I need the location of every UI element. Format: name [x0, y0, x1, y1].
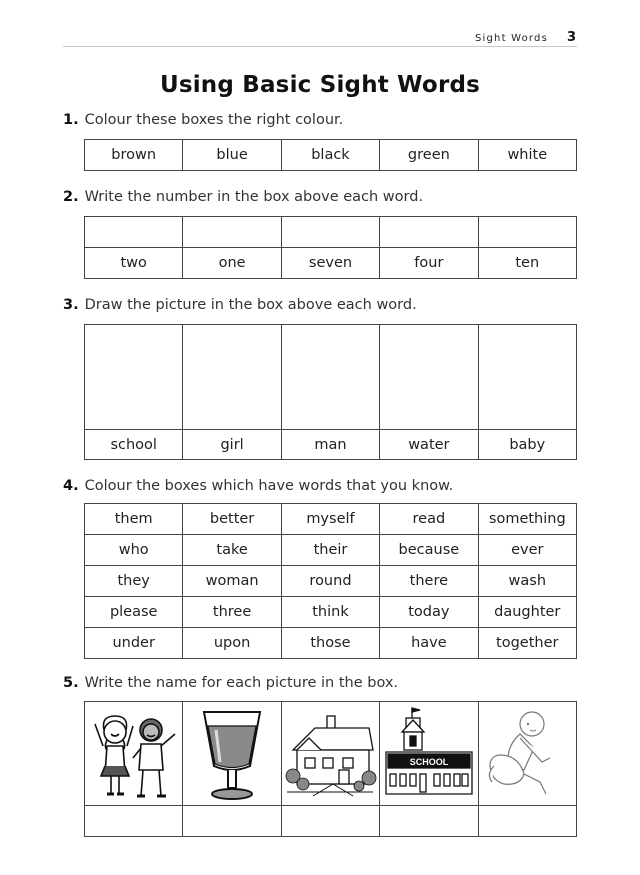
picture-name-table — [84, 701, 577, 837]
name-answer-box[interactable] — [183, 806, 281, 837]
house-illustration — [283, 704, 377, 804]
sight-word-table — [84, 503, 577, 659]
picture-cell-glass — [183, 702, 281, 806]
drawing-box[interactable] — [85, 325, 183, 430]
word-box[interactable]: they — [85, 566, 183, 597]
word-cell: man — [281, 430, 379, 460]
word-box[interactable]: their — [281, 535, 379, 566]
question-4 — [63, 478, 453, 494]
word-box[interactable]: white — [478, 140, 576, 171]
word-box[interactable]: blue — [183, 140, 281, 171]
word-box[interactable]: three — [183, 597, 281, 628]
question-text: Colour these boxes the right colour. — [84, 112, 344, 128]
word-box[interactable]: something — [478, 504, 576, 535]
header-rule — [63, 46, 577, 47]
drawing-box[interactable] — [380, 325, 478, 430]
drawing-box[interactable] — [478, 325, 576, 430]
name-answer-box[interactable] — [478, 806, 576, 837]
answer-box[interactable] — [183, 217, 281, 248]
drawing-box[interactable] — [281, 325, 379, 430]
children-illustration — [87, 704, 181, 804]
word-cell: two — [85, 248, 183, 279]
question-number: 1. — [63, 112, 79, 128]
question-1 — [63, 112, 343, 128]
word-box[interactable]: under — [85, 628, 183, 659]
answer-box[interactable] — [380, 217, 478, 248]
word-cell: one — [183, 248, 281, 279]
picture-cell-children — [85, 702, 183, 806]
word-box[interactable]: black — [281, 140, 379, 171]
name-answer-box[interactable] — [85, 806, 183, 837]
school-sign: SCHOOL — [409, 756, 449, 767]
word-box[interactable]: think — [281, 597, 379, 628]
word-cell: baby — [478, 430, 576, 460]
baby-illustration — [480, 704, 574, 804]
word-box[interactable]: round — [281, 566, 379, 597]
word-box[interactable]: have — [380, 628, 478, 659]
word-box[interactable]: upon — [183, 628, 281, 659]
picture-cell-baby — [478, 702, 576, 806]
question-3 — [63, 297, 417, 313]
question-text: Colour the boxes which have words that you know. — [84, 478, 454, 494]
name-answer-box[interactable] — [380, 806, 478, 837]
word-box[interactable]: those — [281, 628, 379, 659]
word-box[interactable]: woman — [183, 566, 281, 597]
question-number: 2. — [63, 189, 79, 205]
draw-picture-table — [84, 324, 577, 460]
word-cell: water — [380, 430, 478, 460]
name-answer-box[interactable] — [281, 806, 379, 837]
word-box[interactable]: please — [85, 597, 183, 628]
drawing-box[interactable] — [183, 325, 281, 430]
word-box[interactable]: green — [380, 140, 478, 171]
word-box[interactable]: ever — [478, 535, 576, 566]
page-title: Using Basic Sight Words — [159, 72, 481, 98]
word-box[interactable]: take — [183, 535, 281, 566]
word-box[interactable]: them — [85, 504, 183, 535]
word-box[interactable]: wash — [478, 566, 576, 597]
question-5 — [63, 675, 398, 691]
question-number: 3. — [63, 297, 79, 313]
page-number: 3 — [566, 30, 576, 45]
question-text: Write the name for each picture in the box. — [84, 675, 399, 691]
word-box[interactable]: because — [380, 535, 478, 566]
word-box[interactable]: today — [380, 597, 478, 628]
word-box[interactable]: daughter — [478, 597, 576, 628]
word-box[interactable]: better — [183, 504, 281, 535]
header-section: Sight Words — [474, 33, 548, 44]
answer-box[interactable] — [85, 217, 183, 248]
word-box[interactable]: myself — [281, 504, 379, 535]
word-box[interactable]: brown — [85, 140, 183, 171]
colour-word-table — [84, 139, 577, 171]
question-number: 5. — [63, 675, 79, 691]
word-box[interactable]: who — [85, 535, 183, 566]
word-cell: girl — [183, 430, 281, 460]
question-text: Write the number in the box above each word. — [84, 189, 424, 205]
answer-box[interactable] — [281, 217, 379, 248]
question-text: Draw the picture in the box above each word. — [84, 297, 417, 313]
picture-cell-house — [281, 702, 379, 806]
word-cell: seven — [281, 248, 379, 279]
glass-illustration — [192, 704, 272, 804]
word-cell: ten — [478, 248, 576, 279]
picture-cell-school — [380, 702, 478, 806]
question-2 — [63, 189, 423, 205]
school-illustration — [382, 704, 476, 804]
word-cell: school — [85, 430, 183, 460]
word-box[interactable]: together — [478, 628, 576, 659]
question-number: 4. — [63, 478, 79, 494]
word-cell: four — [380, 248, 478, 279]
word-box[interactable]: read — [380, 504, 478, 535]
word-box[interactable]: there — [380, 566, 478, 597]
answer-box[interactable] — [478, 217, 576, 248]
number-word-table — [84, 216, 577, 279]
